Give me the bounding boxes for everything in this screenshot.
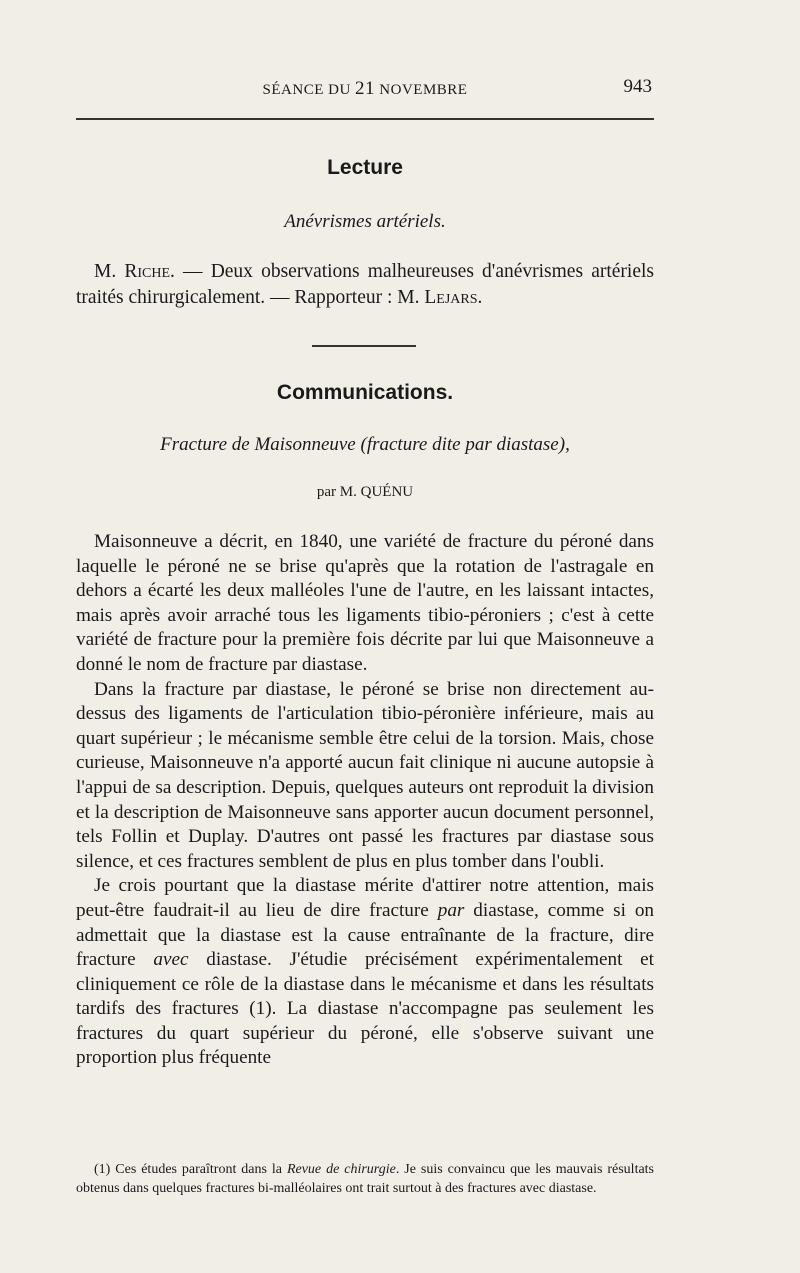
running-title [76,78,654,100]
footnote [76,1160,654,1198]
running-title-before: SÉANCE DU [262,82,356,98]
communication-title: Fracture de Maisonneuve (fracture dite par diastase), [160,434,570,455]
lecture-entry-paragraph [76,259,654,311]
running-title-day: 21 [355,78,376,99]
header-rule [76,118,654,120]
paragraph-3-part-a: Je crois pourtant que la diastase mérite d'attirer notre attention, mais peut-être faudrait-il au lieu de dire fracture [76,875,654,921]
footnote-journal: Revue de chirurgie [286,1162,396,1177]
running-head [76,76,654,102]
paragraph-3-part-c: diastase. J'étudie précisément expérimentalement et cliniquement ce rôle de la diastase dans le mécanisme et dans les résultats tardifs des fractures (1). La diastase n'accompagne pas seulement les fractures du quart supérieur du péroné, elle s'observe suivant une proportion plus fréquente [76,949,654,1069]
body-text [76,530,654,1071]
entry-reporter: Lejars [424,287,478,308]
paragraph-3-italic-avec: avec [153,949,189,971]
lecture-subheading: Anévrismes artériels. [284,211,446,232]
section-divider [312,345,416,347]
entry-text: . — Deux observations malheureuses d'anévrismes artériels traités chirurgicalement. — Rapporteur : M. [76,261,654,308]
entry-author: Riche [124,261,171,282]
lecture-heading: Lecture [327,156,403,179]
entry-end: . [477,287,483,308]
communications-heading: Communications. [276,381,454,404]
byline-author: QUÉNU [360,484,414,500]
byline [76,484,654,501]
paragraph-2: Dans la fracture par diastase, le péroné se brise non directement au-dessus des ligaments de l'articulation tibio-péronière inférieure, mais au quart supérieur ; le mécanisme semble être celui de la torsion. Mais, chose curieuse, Maisonneuve n'a apporté aucun fait clinique ni aucune autopsie à l'appui de sa description. Depuis, quelques auteurs ont reproduit la division et la description de Maisonneuve sans apporter aucun document personnel, tels Follin et Duplay. D'autres ont passé les fractures par diastase sous silence, et ces fractures semblent de plus en plus tomber dans l'oubli. [76,678,654,872]
byline-prefix: par M. [316,484,361,500]
footnote-part-b: . Je suis convaincu que les mauvais résultats obtenus dans quelques fractures bi-malléolaires ont trait surtout à des fractures avec diastase. [76,1162,655,1196]
footnote-paragraph [76,1160,654,1198]
paragraph-3-part-b: diastase, comme si on admettait que la diastase est la cause entraînante de la fracture, dire fracture [76,899,655,971]
paragraph-1: Maisonneuve a décrit, en 1840, une variété de fracture du péroné dans laquelle le péroné ne se brise qu'après que la rotation de l'astragale en dehors a écarté les deux malléoles l'une de l'autre, en les laissant intactes, mais après avoir arraché tous les ligaments tibio-péroniers ; c'est à cette variété de fracture pour la première fois décrite par lui que Maisonneuve a donné le nom de fracture par diastase. [76,531,654,675]
footnote-part-a: (1) Ces études paraîtront dans la [94,1162,287,1177]
page-number: 943 [623,76,652,97]
lecture-entry [76,259,654,311]
running-title-after: NOVEMBRE [375,82,468,98]
paragraph-3 [76,874,654,1071]
paragraph-3-italic-par: par [437,899,465,921]
entry-prefix: M. [94,261,125,282]
